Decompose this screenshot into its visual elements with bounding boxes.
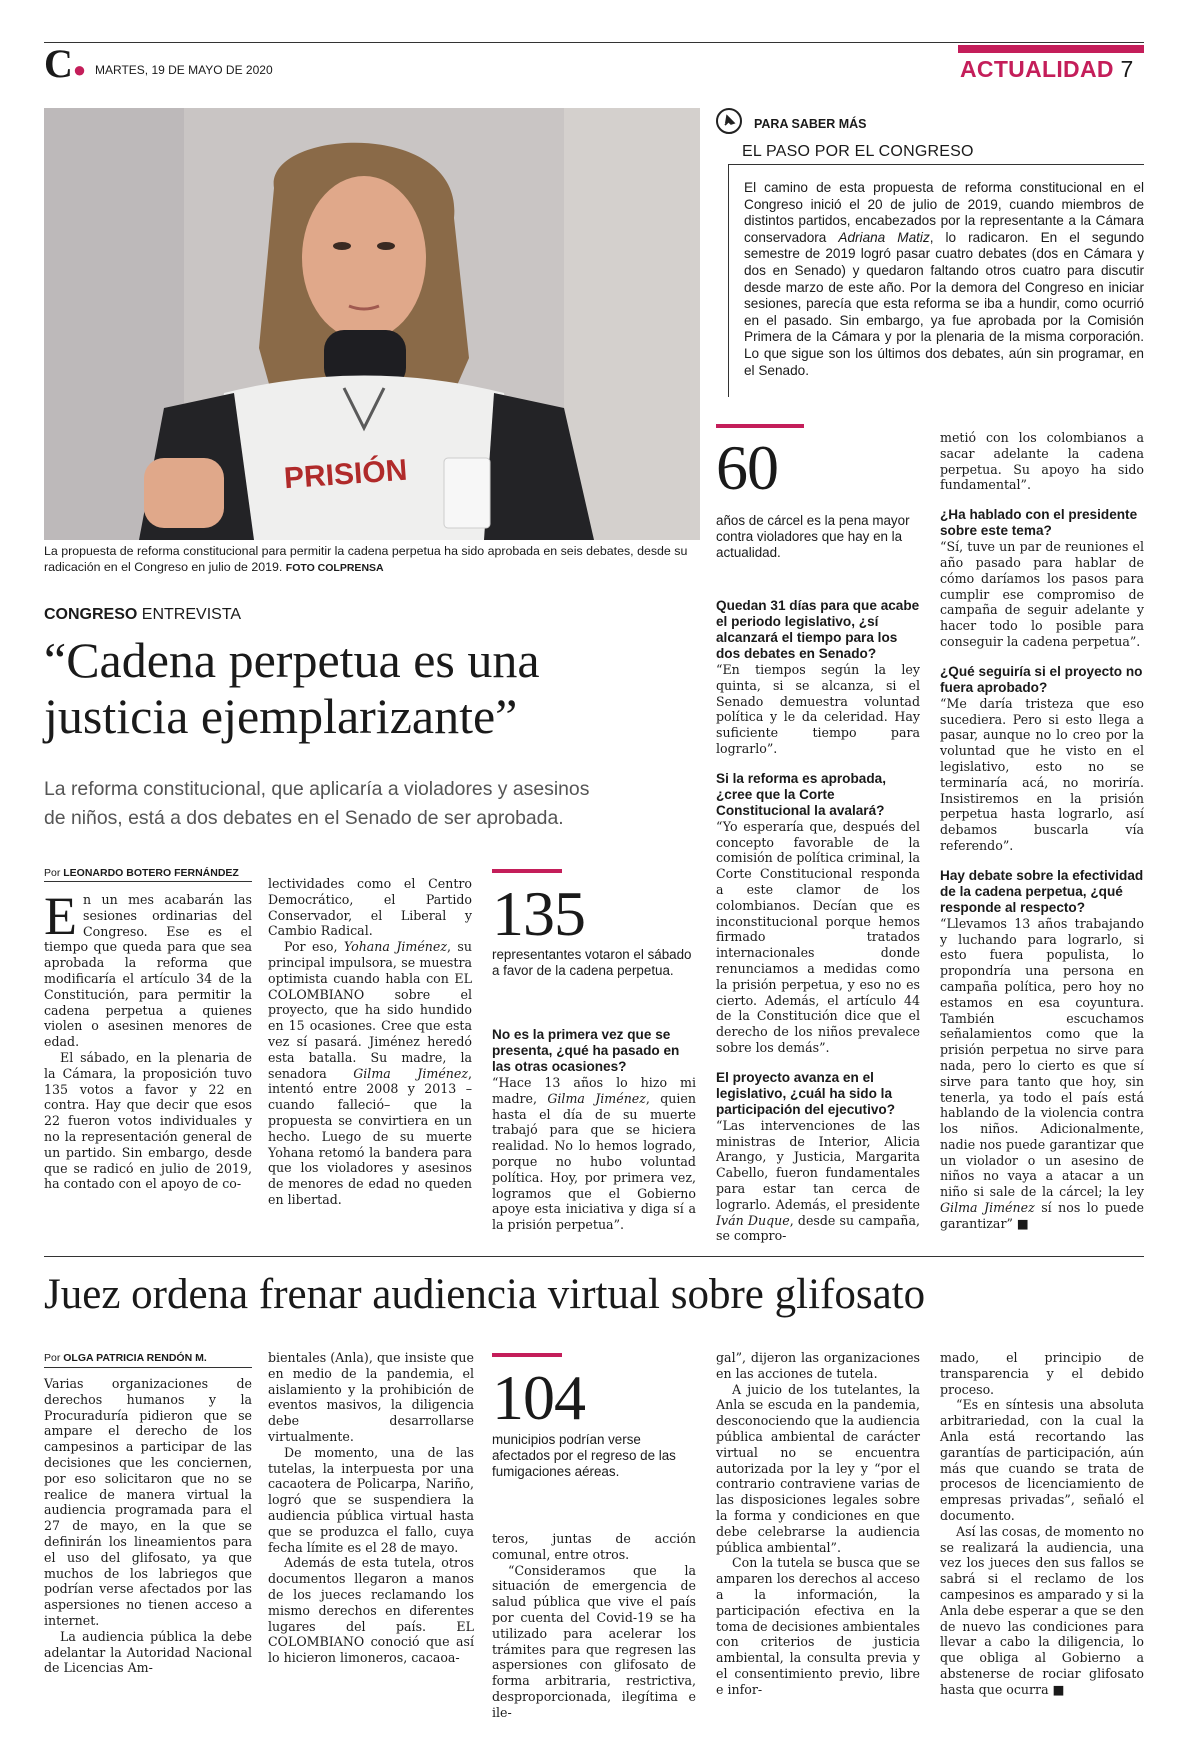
- qa-answer: “En tiempos según la ley quinta, si se alcanza, si el Senado demuestra voluntad política y le da celeridad. Hay suficiente tiempo para lograrlo”.: [716, 662, 920, 756]
- pin-icon: [716, 108, 742, 134]
- qa-answer: “Me daría tristeza que eso sucediera. Pero si esto llega a pasar, aunque no lo creo por la voluntad que he visto en el legislativo, esto no se terminaría acá, no moriría. Insistiremos en la prisión perpetua hasta lograrlo, así debamos buscarla vía referendo”.: [940, 695, 1144, 853]
- page-number: 7: [1120, 56, 1134, 82]
- section-divider: [44, 1256, 1144, 1257]
- qa-answer: metió con los colombianos a sacar adelante la cadena perpetua. Su apoyo ha sido fundamental”.: [940, 430, 1144, 493]
- article2-col3: teros, juntas de acción comunal, entre otros. “Consideramos que la situación de emergencia de salud pública que vive el país por cuenta del Covid-19 se ha utilizado para acelerar los trámites para que regresen las aspersiones con glifosato de forma arbitraria, restrictiva, desproporcionada, ilegítima e ile-: [492, 1531, 696, 1720]
- article1-col4: [716, 598, 920, 1244]
- logo: C●: [44, 41, 87, 86]
- qa-answer: “Hace 13 años lo hizo mi madre, Gilma Jiménez, quien hasta el día de su muerte trabajó para que se hiciera realidad. No lo hemos logrado, porque no hubo voluntad política. Hoy, por primera vez, logramos que el Gobierno apoye esta iniciativa y diga sí a la prisión perpetua”.: [492, 1075, 696, 1233]
- qa-answer: “Yo esperaría que, después del concepto favorable de la comisión de política criminal, la Corte Constitucional responda a este clamor de los colombianos. Decían que es inconstitucional porque hemos firmado tratados internacionales donde renunciamos a medidas como la prisión perpetua, y eso no es cierto. Además, el artículo 44 de la Constitución dice que el derecho de los niños prevalece sobre los demás”.: [716, 818, 920, 1055]
- article1-col3: [492, 1027, 696, 1233]
- qa-question: No es la primera vez que se presenta, ¿qué ha pasado en las otras ocasiones?: [492, 1027, 680, 1074]
- article1-col5: [940, 430, 1144, 1232]
- stat1-rule: [492, 869, 562, 873]
- stat2-rule: [716, 424, 804, 428]
- photo-caption: La propuesta de reforma constitucional para permitir la cadena perpetua ha sido aprobada en seis debates, desde su radicación en el Congreso en julio de 2019. FOTO COLPRENSA: [44, 544, 688, 574]
- sidebar-title-rule: [728, 164, 1144, 165]
- stat3-caption: municipios podrían verse afectados por el regreso de las fumigaciones aéreas.: [492, 1432, 676, 1480]
- sidebar-kicker: PARA SABER MÁS: [754, 117, 867, 131]
- qa-answer: “Llevamos 13 años trabajando y luchando para lograrlo, si esto fuera populista, lo propondría una persona en campaña política, pero hoy no estamos en esa coyuntura. También escuchamos señalamientos como que la prisión perpetua no sirve para nada, pero lo cierto es que sí sirve para tanto que hoy, sin tenerla, ya todo el país está hablando de la violencia contra los niños. Adicionalmente, nadie nos puede garantizar que un violador o un asesino de niños no vaya a atacar a un niño si sale de la cárcel; la ley Gilma Jiménez sí nos lo puede garantizar” ■: [940, 915, 1144, 1231]
- qa-question: Quedan 31 días para que acabe el periodo legislativo, ¿sí alcanzará el tiempo para los dos debates en Senado?: [716, 598, 920, 661]
- stat3-rule: [492, 1353, 562, 1357]
- article1-byline: Por LEONARDO BOTERO FERNÁNDEZ: [44, 867, 239, 879]
- photo-credit: FOTO COLPRENSA: [285, 561, 384, 574]
- qa-question: ¿Ha hablado con el presidente sobre este tema?: [940, 507, 1138, 539]
- photo: [44, 108, 700, 540]
- article1-section-label: CONGRESO ENTREVISTA: [44, 606, 242, 623]
- byline-rule: [44, 881, 252, 882]
- issue-date: MARTES, 19 DE MAYO DE 2020: [95, 63, 273, 77]
- stat3-number: 104: [492, 1362, 585, 1433]
- article2-col5: mado, el principio de transparencia y el debido proceso. “Es en síntesis una absoluta arbitrariedad, con la cual la Anla está recortando las garantías de participación, aún más que cuando se trata de procesos de licenciamiento de empresas privadas”, señaló el documento. Así las cosas, de momento no se realizará la audiencia, una vez los jueces den sus fallos se sabrá si el reclamo de los campesinos es amparado y si la Anla debe esperar a que se den de nuevo las condiciones para llevar a cabo la diligencia, lo que obliga al Gobierno a abstenerse de rociar glifosato hasta que ocurra ■: [940, 1350, 1144, 1697]
- stat2-caption: años de cárcel es la pena mayor contra violadores que hay en la actualidad.: [716, 513, 910, 561]
- qa-answer: “Las intervenciones de las ministras de Interior, Alicia Arango, y Justicia, Margarita Cabello, fueron fundamentales para estar tan cerca de lograrlo. Además, el presidente Iván Duque, desde su campaña, se compro-: [716, 1117, 920, 1244]
- dropcap: E: [44, 886, 77, 946]
- end-mark-icon: ■: [1016, 1215, 1029, 1231]
- article1-headline: “Cadena perpetua es una justicia ejemplarizante”: [44, 632, 540, 744]
- qa-question: Si la reforma es aprobada, ¿cree que la Corte Constitucional la avalará?: [716, 770, 886, 818]
- qa-question: Hay debate sobre la efectividad de la cadena perpetua, ¿qué responde al respecto?: [940, 867, 1144, 915]
- article1-col1: En un mes acabarán las sesiones ordinarias del Congreso. Ese es el tiempo que queda para que sea aprobada la reforma que modificaría el artículo 34 de la Constitución, para permitir la cadena perpetua a quienes violen o asesinen menores de edad. El sábado, en la plenaria de la Cámara, la proposición tuvo 135 votos a favor y 22 en contra. Hay que decir que esos 22 fueron votos individuales y no la representación general de un partido. Sin embargo, desde que se radicó en julio de 2019, ha contado con el apoyo de co-: [44, 886, 252, 1192]
- section-label: ACTUALIDAD 7: [960, 56, 1134, 82]
- article2-col4: gal”, dijeron las organizaciones en las acciones de tutela. A juicio de los tutelantes, la Anla se escuda en la pandemia, desconociendo que la audiencia pública ambiental de carácter virtual no se encuentra autorizada por la ley y “por el contrario contraviene varias de las disposiciones legales sobre la forma y condiciones en que debe celebrarse la audiencia pública ambiental”. Con la tutela se busca que se amparen los derechos al acceso a la información, la participación efectiva en la toma de decisiones ambientales con criterios de justicia ambiental, la consulta previa y el consentimiento previo, libre e infor-: [716, 1350, 920, 1697]
- sidebar-title: EL PASO POR EL CONGRESO: [742, 143, 974, 160]
- top-rule: [44, 42, 1144, 43]
- article2-col2: bientales (Anla), que insiste que en medio de la pandemia, el aislamiento y la prohibición de eventos masivos, la diligencia debe desarrollarse virtualmente. De momento, una de las tutelas, la interpuesta por una cacaotera de Policarpa, Nariño, logró que se suspendiera la audiencia pública virtual hasta que se produzca el fallo, cuya fecha límite es el 28 de mayo. Además de esta tutela, otros documentos llegaron a manos de los jueces reclamando los mismo derechos en diferentes lugares del país. EL COLOMBIANO conoció que así lo hicieron limoneros, cacaoa-: [268, 1350, 474, 1666]
- article2-col1: Varias organizaciones de derechos humanos y la Procuraduría pidieron que se ampare el derecho de los campesinos a participar de las decisiones que les conciernen, por eso solicitaron que no se realice de manera virtual la audiencia programada para el 27 de mayo, en la que se definirán los lineamientos para el uso del glifosato, ya que muchos de los labriegos que podrían verse afectados por las aspersiones no tienen acceso a internet. La audiencia pública la debe adelantar la Autoridad Nacional de Licencias Am-: [44, 1376, 252, 1676]
- article1-col2: lectividades como el Centro Democrático, el Partido Conservador, el Liberal y Cambio Radical. Por eso, Yohana Jiménez, su principal impulsora, se muestra optimista cuando habla con EL COLOMBIANO sobre el proyecto, que ha sido hundido en 15 ocasiones. Cree que esta vez sí pasará. Jiménez heredó esta batalla. Su madre, la senadora Gilma Jiménez, intentó entre 2008 y 2013 –cuando falleció– que la propuesta se convirtiera en un hecho. Luego de su muerte Yohana retomó la bandera para que los violadores y asesinos de menores de edad no queden en libertad.: [268, 876, 472, 1207]
- article1-subheadline: La reforma constitucional, que aplicaría a violadores y asesinos de niños, está a dos debates en el Senado de ser aprobada.: [44, 778, 590, 829]
- logo-letter: C: [44, 41, 73, 86]
- article2-byline-rule: [44, 1367, 252, 1368]
- sidebar-left-rule: [728, 165, 729, 397]
- article2-byline: Por OLGA PATRICIA RENDÓN M.: [44, 1352, 207, 1364]
- stat1-caption: representantes votaron el sábado a favor de la cadena perpetua.: [492, 947, 692, 979]
- photo-shirt-text: PRISIÓN: [282, 453, 409, 496]
- qa-answer: “Sí, tuve un par de reuniones el año pasado para hablar de cómo daríamos los pasos para cumplir ese compromiso de campaña de seguir adelante y hacer todo lo posible para conseguir la cadena perpetua”.: [940, 539, 1144, 649]
- qa-question: El proyecto avanza en el legislativo, ¿cuál ha sido la participación del ejecutivo?: [716, 1069, 896, 1117]
- sidebar-text: El camino de esta propuesta de reforma constitucional en el Congreso inició el 20 de julio de 2019, cuando miembros de distintos partidos, encabezados por la representante a la Cámara conservadora Adriana Matiz, lo radicaron. En el segundo semestre de 2019 logró pasar cuatro debates (dos en Cámara y dos en Senado) y quedaron faltando otros cuatro para discutir desde marzo de este año. Por la demora del Congreso en iniciar sesiones, parecía que esta reforma se iba a hundir, como ocurrió en el pasado. Sin embargo, ya fue aprobada por la Comisión Primera de la Cámara y por la plenaria de la misma corporación. Lo que sigue son los últimos dos debates, aún sin programar, en el Senado.: [744, 180, 1144, 378]
- stat2-number: 60: [716, 432, 778, 503]
- end-mark-icon: ■: [1052, 1681, 1065, 1697]
- article2-headline: Juez ordena frenar audiencia virtual sobre glifosato: [44, 1271, 926, 1318]
- section-rule: [958, 45, 1144, 53]
- qa-question: ¿Qué seguiría si el proyecto no fuera aprobado?: [940, 663, 1143, 695]
- stat1-number: 135: [492, 878, 585, 949]
